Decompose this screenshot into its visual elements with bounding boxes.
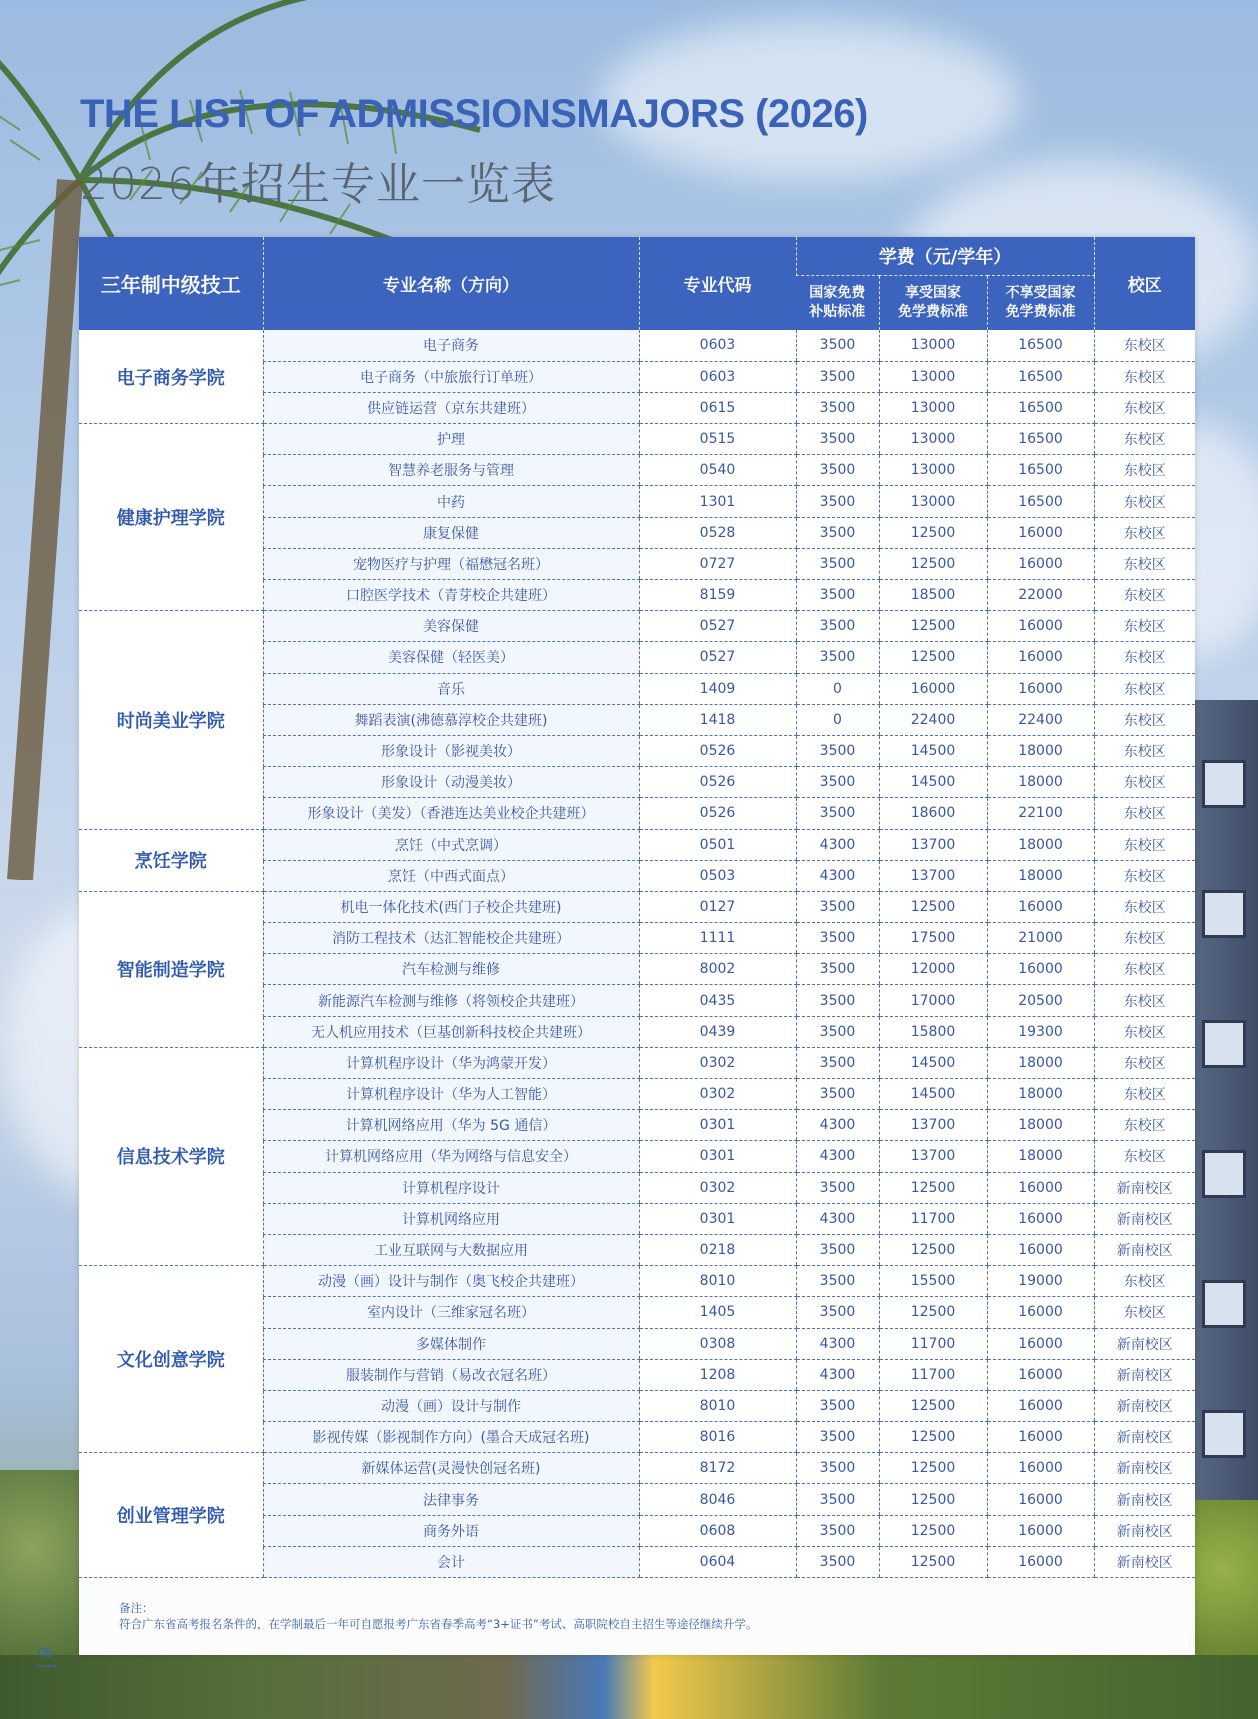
table-row [79, 1453, 1195, 1484]
table-row [79, 424, 1195, 455]
fee-free-cell: 14500 [879, 767, 987, 798]
campus-cell: 东校区 [1094, 673, 1195, 704]
fee-subsidy-cell: 3500 [796, 1047, 879, 1078]
major-cell: 美容保健（轻医美） [263, 642, 639, 673]
fee-free-cell: 18600 [879, 798, 987, 829]
fee-free-cell: 12500 [879, 1297, 987, 1328]
fee-nonfree-cell: 21000 [987, 923, 1094, 954]
campus-cell: 新南校区 [1094, 1172, 1195, 1203]
fee-nonfree-cell: 16000 [987, 548, 1094, 579]
header-fee-subsidy [796, 275, 879, 330]
major-cell: 中药 [263, 486, 639, 517]
major-cell: 计算机网络应用（华为网络与信息安全） [263, 1141, 639, 1172]
fee-nonfree-cell: 16000 [987, 891, 1094, 922]
campus-cell: 东校区 [1094, 704, 1195, 735]
header-fee-free-line1: 享受国家 [905, 284, 961, 301]
major-cell: 形象设计（影视美妆） [263, 735, 639, 766]
code-cell: 0301 [639, 1110, 796, 1141]
major-cell: 计算机网络应用（华为 5G 通信） [263, 1110, 639, 1141]
fee-subsidy-cell: 3500 [796, 1453, 879, 1484]
fee-nonfree-cell: 16000 [987, 954, 1094, 985]
fee-subsidy-cell: 3500 [796, 954, 879, 985]
campus-cell: 东校区 [1094, 424, 1195, 455]
code-cell: 0302 [639, 1047, 796, 1078]
fee-nonfree-cell: 22000 [987, 580, 1094, 611]
fee-subsidy-cell: 3500 [796, 548, 879, 579]
fee-free-cell: 12500 [879, 1515, 987, 1546]
campus-cell: 东校区 [1094, 860, 1195, 891]
code-cell: 1418 [639, 704, 796, 735]
fee-subsidy-cell: 3500 [796, 1297, 879, 1328]
code-cell: 0308 [639, 1328, 796, 1359]
fee-subsidy-cell: 0 [796, 704, 879, 735]
fee-nonfree-cell: 16000 [987, 611, 1094, 642]
code-cell: 8010 [639, 1390, 796, 1421]
fee-nonfree-cell: 16000 [987, 1515, 1094, 1546]
fee-free-cell: 12500 [879, 1234, 987, 1265]
fee-nonfree-cell: 16000 [987, 1453, 1094, 1484]
code-cell: 0528 [639, 517, 796, 548]
major-cell: 汽车检测与维修 [263, 954, 639, 985]
fee-subsidy-cell: 4300 [796, 860, 879, 891]
fee-subsidy-cell: 3500 [796, 361, 879, 392]
fee-free-cell: 18500 [879, 580, 987, 611]
fee-subsidy-cell: 4300 [796, 1328, 879, 1359]
fee-free-cell: 12500 [879, 891, 987, 922]
campus-cell: 东校区 [1094, 1110, 1195, 1141]
fee-nonfree-cell: 16500 [987, 392, 1094, 423]
title-english: THE LIST OF ADMISSIONSMAJORS (2026) [80, 92, 868, 136]
fee-subsidy-cell: 4300 [796, 1141, 879, 1172]
fee-free-cell: 12500 [879, 1422, 987, 1453]
code-cell: 1409 [639, 673, 796, 704]
fee-nonfree-cell: 18000 [987, 767, 1094, 798]
campus-cell: 新南校区 [1094, 1484, 1195, 1515]
code-cell: 0435 [639, 985, 796, 1016]
fee-nonfree-cell: 16000 [987, 1422, 1094, 1453]
major-cell: 形象设计（动漫美妆） [263, 767, 639, 798]
fee-free-cell: 14500 [879, 735, 987, 766]
header-fee-nonfree [987, 275, 1094, 330]
fee-subsidy-cell: 3500 [796, 455, 879, 486]
fee-nonfree-cell: 16000 [987, 1297, 1094, 1328]
code-cell: 1208 [639, 1359, 796, 1390]
fee-nonfree-cell: 18000 [987, 735, 1094, 766]
campus-cell: 新南校区 [1094, 1328, 1195, 1359]
major-cell: 新媒体运营(灵漫快创冠名班) [263, 1453, 639, 1484]
fee-nonfree-cell: 16000 [987, 517, 1094, 548]
campus-cell: 东校区 [1094, 1297, 1195, 1328]
fee-subsidy-cell: 3500 [796, 1234, 879, 1265]
campus-cell: 东校区 [1094, 548, 1195, 579]
campus-cell: 东校区 [1094, 611, 1195, 642]
fee-free-cell: 13700 [879, 860, 987, 891]
major-cell: 新能源汽车检测与维修（将领校企共建班） [263, 985, 639, 1016]
fee-nonfree-cell: 16000 [987, 1234, 1094, 1265]
fee-subsidy-cell: 3500 [796, 1515, 879, 1546]
fee-free-cell: 12500 [879, 1390, 987, 1421]
fee-nonfree-cell: 16000 [987, 1328, 1094, 1359]
header-campus: 校区 [1094, 237, 1195, 330]
code-cell: 0127 [639, 891, 796, 922]
table-row [79, 891, 1195, 922]
code-cell: 0301 [639, 1141, 796, 1172]
fee-nonfree-cell: 16500 [987, 455, 1094, 486]
major-cell: 会计 [263, 1546, 639, 1577]
fee-nonfree-cell: 16000 [987, 1546, 1094, 1577]
major-cell: 智慧养老服务与管理 [263, 455, 639, 486]
code-cell: 8016 [639, 1422, 796, 1453]
fee-free-cell: 12500 [879, 1484, 987, 1515]
code-cell: 0301 [639, 1203, 796, 1234]
fee-free-cell: 11700 [879, 1359, 987, 1390]
major-cell: 计算机程序设计 [263, 1172, 639, 1203]
fee-subsidy-cell: 3500 [796, 1546, 879, 1577]
campus-cell: 新南校区 [1094, 1515, 1195, 1546]
college-name-cell: 健康护理学院 [79, 424, 263, 611]
major-cell: 动漫（画）设计与制作（奥飞校企共建班） [263, 1266, 639, 1297]
campus-cell: 东校区 [1094, 392, 1195, 423]
fee-nonfree-cell: 18000 [987, 1079, 1094, 1110]
major-cell: 美容保健 [263, 611, 639, 642]
page-number: 05 [38, 1644, 54, 1660]
fee-nonfree-cell: 18000 [987, 829, 1094, 860]
fee-subsidy-cell: 3500 [796, 517, 879, 548]
college-name-cell: 时尚美业学院 [79, 611, 263, 829]
fee-free-cell: 13700 [879, 829, 987, 860]
major-cell: 形象设计（美发）（香港连达美业校企共建班） [263, 798, 639, 829]
major-cell: 服装制作与营销（易改衣冠名班） [263, 1359, 639, 1390]
code-cell: 0604 [639, 1546, 796, 1577]
fee-nonfree-cell: 16000 [987, 1203, 1094, 1234]
table-row [79, 829, 1195, 860]
fee-free-cell: 12500 [879, 1453, 987, 1484]
campus-cell: 东校区 [1094, 517, 1195, 548]
fee-free-cell: 12500 [879, 1546, 987, 1577]
title-chinese: 2026年招生专业一览表 [80, 159, 556, 210]
major-cell: 计算机网络应用 [263, 1203, 639, 1234]
fee-subsidy-cell: 3500 [796, 1484, 879, 1515]
campus-cell: 东校区 [1094, 1047, 1195, 1078]
fee-nonfree-cell: 16000 [987, 1390, 1094, 1421]
code-cell: 1301 [639, 486, 796, 517]
fee-nonfree-cell: 16000 [987, 642, 1094, 673]
major-cell: 烹饪（中式烹调） [263, 829, 639, 860]
fee-subsidy-cell: 0 [796, 673, 879, 704]
fee-subsidy-cell: 4300 [796, 1110, 879, 1141]
campus-cell: 东校区 [1094, 330, 1195, 361]
code-cell: 1111 [639, 923, 796, 954]
table-row [79, 611, 1195, 642]
major-cell: 商务外语 [263, 1515, 639, 1546]
table-row [79, 1266, 1195, 1297]
major-cell: 供应链运营（京东共建班） [263, 392, 639, 423]
major-cell: 影视传媒（影视制作方向）(墨合天成冠名班) [263, 1422, 639, 1453]
code-cell: 0515 [639, 424, 796, 455]
code-cell: 0302 [639, 1172, 796, 1203]
fee-subsidy-cell: 3500 [796, 642, 879, 673]
fee-free-cell: 13000 [879, 392, 987, 423]
fee-subsidy-cell: 3500 [796, 985, 879, 1016]
fee-subsidy-cell: 3500 [796, 1079, 879, 1110]
header-fee-subsidy-line2: 补贴标准 [809, 303, 866, 320]
fee-subsidy-cell: 3500 [796, 1172, 879, 1203]
fee-subsidy-cell: 3500 [796, 1422, 879, 1453]
fee-nonfree-cell: 16000 [987, 1359, 1094, 1390]
college-name-cell: 创业管理学院 [79, 1453, 263, 1578]
fee-free-cell: 12500 [879, 548, 987, 579]
campus-cell: 东校区 [1094, 767, 1195, 798]
fee-free-cell: 22400 [879, 704, 987, 735]
campus-cell: 东校区 [1094, 954, 1195, 985]
fee-free-cell: 14500 [879, 1047, 987, 1078]
campus-cell: 东校区 [1094, 642, 1195, 673]
fee-subsidy-cell: 3500 [796, 1266, 879, 1297]
table-row [79, 330, 1195, 361]
fee-nonfree-cell: 20500 [987, 985, 1094, 1016]
fee-subsidy-cell: 4300 [796, 1359, 879, 1390]
campus-cell: 新南校区 [1094, 1234, 1195, 1265]
campus-cell: 东校区 [1094, 1016, 1195, 1047]
code-cell: 0501 [639, 829, 796, 860]
campus-cell: 东校区 [1094, 891, 1195, 922]
fee-subsidy-cell: 4300 [796, 829, 879, 860]
header-fee-free [879, 275, 987, 330]
fee-nonfree-cell: 16000 [987, 1484, 1094, 1515]
college-name-cell: 烹饪学院 [79, 829, 263, 891]
code-cell: 0526 [639, 798, 796, 829]
fee-free-cell: 15500 [879, 1266, 987, 1297]
major-cell: 法律事务 [263, 1484, 639, 1515]
fee-nonfree-cell: 19000 [987, 1266, 1094, 1297]
fee-free-cell: 17500 [879, 923, 987, 954]
major-cell: 室内设计（三维家冠名班） [263, 1297, 639, 1328]
campus-cell: 新南校区 [1094, 1203, 1195, 1234]
campus-cell: 新南校区 [1094, 1390, 1195, 1421]
college-name-cell: 信息技术学院 [79, 1047, 263, 1265]
major-cell: 口腔医学技术（青芽校企共建班） [263, 580, 639, 611]
header-fee-free-line2: 免学费标准 [898, 303, 968, 320]
code-cell: 8046 [639, 1484, 796, 1515]
fee-nonfree-cell: 16500 [987, 361, 1094, 392]
campus-cell: 东校区 [1094, 829, 1195, 860]
campus-cell: 东校区 [1094, 985, 1195, 1016]
building-facade [1188, 700, 1258, 1600]
code-cell: 0526 [639, 735, 796, 766]
fee-subsidy-cell: 3500 [796, 392, 879, 423]
fee-nonfree-cell: 16500 [987, 486, 1094, 517]
fee-subsidy-cell: 4300 [796, 1203, 879, 1234]
header-fee-subsidy-line1: 国家免费 [809, 284, 866, 301]
major-cell: 消防工程技术（达汇智能校企共建班） [263, 923, 639, 954]
fee-nonfree-cell: 18000 [987, 860, 1094, 891]
major-cell: 无人机应用技术（巨基创新科技校企共建班） [263, 1016, 639, 1047]
campus-cell: 东校区 [1094, 580, 1195, 611]
code-cell: 0603 [639, 361, 796, 392]
fee-free-cell: 12500 [879, 642, 987, 673]
admissions-table-panel [79, 237, 1195, 1655]
code-cell: 0540 [639, 455, 796, 486]
fee-free-cell: 12500 [879, 517, 987, 548]
fee-free-cell: 11700 [879, 1203, 987, 1234]
code-cell: 0727 [639, 548, 796, 579]
fee-free-cell: 11700 [879, 1328, 987, 1359]
admissions-table [79, 237, 1195, 1578]
fee-nonfree-cell: 18000 [987, 1047, 1094, 1078]
notes-label: 备注： [119, 1601, 154, 1615]
major-cell: 护理 [263, 424, 639, 455]
fee-free-cell: 17000 [879, 985, 987, 1016]
fee-subsidy-cell: 3500 [796, 580, 879, 611]
campus-cell: 东校区 [1094, 1266, 1195, 1297]
fee-nonfree-cell: 22100 [987, 798, 1094, 829]
campus-cell: 东校区 [1094, 455, 1195, 486]
code-cell: 0608 [639, 1515, 796, 1546]
fee-free-cell: 14500 [879, 1079, 987, 1110]
fee-subsidy-cell: 3500 [796, 486, 879, 517]
fee-nonfree-cell: 18000 [987, 1141, 1094, 1172]
header-college: 三年制中级技工 [79, 237, 263, 330]
header-fee-nonfree-line2: 免学费标准 [1005, 303, 1076, 320]
major-cell: 宠物医疗与护理（福懋冠名班） [263, 548, 639, 579]
code-cell: 0218 [639, 1234, 796, 1265]
fee-free-cell: 15800 [879, 1016, 987, 1047]
major-cell: 康复保健 [263, 517, 639, 548]
code-cell: 0526 [639, 767, 796, 798]
major-cell: 电子商务（中旅旅行订单班） [263, 361, 639, 392]
fee-subsidy-cell: 3500 [796, 798, 879, 829]
code-cell: 0615 [639, 392, 796, 423]
campus-cell: 东校区 [1094, 1079, 1195, 1110]
fee-free-cell: 13700 [879, 1110, 987, 1141]
code-cell: 0603 [639, 330, 796, 361]
fee-subsidy-cell: 3500 [796, 891, 879, 922]
fee-subsidy-cell: 3500 [796, 735, 879, 766]
header-code: 专业代码 [639, 237, 796, 330]
fee-subsidy-cell: 3500 [796, 424, 879, 455]
code-cell: 8002 [639, 954, 796, 985]
major-cell: 工业互联网与大数据应用 [263, 1234, 639, 1265]
campus-cell: 新南校区 [1094, 1453, 1195, 1484]
fee-free-cell: 13000 [879, 361, 987, 392]
notes [119, 1600, 757, 1632]
fee-nonfree-cell: 16000 [987, 673, 1094, 704]
code-cell: 8010 [639, 1266, 796, 1297]
fee-free-cell: 13000 [879, 486, 987, 517]
fee-nonfree-cell: 22400 [987, 704, 1094, 735]
code-cell: 1405 [639, 1297, 796, 1328]
campus-cell: 东校区 [1094, 923, 1195, 954]
major-cell: 电子商务 [263, 330, 639, 361]
code-cell: 0439 [639, 1016, 796, 1047]
campus-cell: 新南校区 [1094, 1422, 1195, 1453]
code-cell: 0302 [639, 1079, 796, 1110]
college-name-cell: 智能制造学院 [79, 891, 263, 1047]
campus-cell: 新南校区 [1094, 1546, 1195, 1577]
fee-subsidy-cell: 3500 [796, 923, 879, 954]
major-cell: 机电一体化技术(西门子校企共建班) [263, 891, 639, 922]
code-cell: 0503 [639, 860, 796, 891]
campus-cell: 东校区 [1094, 735, 1195, 766]
fee-nonfree-cell: 16500 [987, 330, 1094, 361]
fee-free-cell: 13700 [879, 1141, 987, 1172]
fee-free-cell: 16000 [879, 673, 987, 704]
notes-text: 符合广东省高考报名条件的，在学制最后一年可自愿报考广东省春季高考“3+证书”考试、高职院校自主招生等途径继续升学。 [119, 1617, 758, 1631]
fee-nonfree-cell: 18000 [987, 1110, 1094, 1141]
fee-nonfree-cell: 16500 [987, 424, 1094, 455]
major-cell: 计算机程序设计（华为鸿蒙开发） [263, 1047, 639, 1078]
fee-subsidy-cell: 3500 [796, 611, 879, 642]
campus-cell: 东校区 [1094, 1141, 1195, 1172]
campus-cell: 东校区 [1094, 798, 1195, 829]
fee-free-cell: 12500 [879, 611, 987, 642]
code-cell: 8172 [639, 1453, 796, 1484]
major-cell: 多媒体制作 [263, 1328, 639, 1359]
fee-subsidy-cell: 3500 [796, 1390, 879, 1421]
campus-cell: 东校区 [1094, 361, 1195, 392]
college-name-cell: 电子商务学院 [79, 330, 263, 424]
fee-free-cell: 13000 [879, 455, 987, 486]
major-cell: 烹饪（中西式面点） [263, 860, 639, 891]
header-major: 专业名称（方向） [263, 237, 639, 330]
major-cell: 音乐 [263, 673, 639, 704]
code-cell: 0527 [639, 611, 796, 642]
fee-nonfree-cell: 16000 [987, 1172, 1094, 1203]
table-row [79, 1047, 1195, 1078]
campus-cell: 新南校区 [1094, 1359, 1195, 1390]
fee-subsidy-cell: 3500 [796, 767, 879, 798]
fee-free-cell: 13000 [879, 424, 987, 455]
fee-free-cell: 12500 [879, 1172, 987, 1203]
header-fee-nonfree-line1: 不享受国家 [1005, 284, 1076, 301]
fee-free-cell: 13000 [879, 330, 987, 361]
fee-free-cell: 12000 [879, 954, 987, 985]
campus-cell: 东校区 [1094, 486, 1195, 517]
table-body [79, 330, 1195, 1578]
major-cell: 动漫（画）设计与制作 [263, 1390, 639, 1421]
college-name-cell: 文化创意学院 [79, 1266, 263, 1453]
fee-nonfree-cell: 19300 [987, 1016, 1094, 1047]
table-header [79, 237, 1195, 330]
fee-subsidy-cell: 3500 [796, 1016, 879, 1047]
major-cell: 舞蹈表演(沸德慕淳校企共建班) [263, 704, 639, 735]
major-cell: 计算机程序设计（华为人工智能） [263, 1079, 639, 1110]
code-cell: 0527 [639, 642, 796, 673]
header-fee-group: 学费（元/学年） [796, 237, 1094, 275]
fee-subsidy-cell: 3500 [796, 330, 879, 361]
page-number-decoration [37, 1664, 57, 1667]
code-cell: 8159 [639, 580, 796, 611]
